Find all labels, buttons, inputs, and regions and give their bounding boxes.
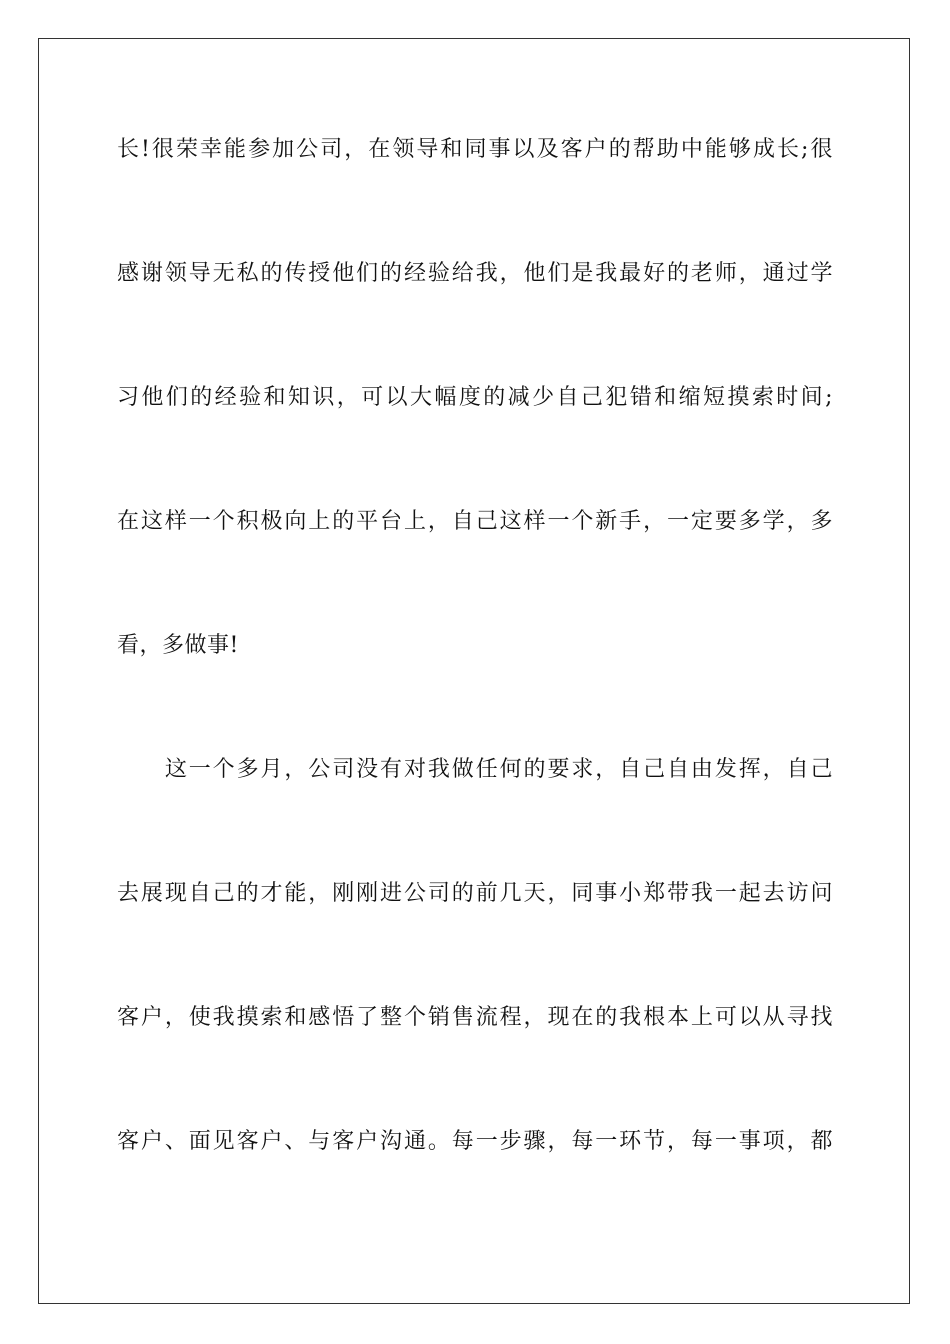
text-line: 感谢领导无私的传授他们的经验给我，他们是我最好的老师，通过学: [117, 261, 833, 286]
text-line: 长!很荣幸能参加公司，在领导和同事以及客户的帮助中能够成长;很: [117, 137, 833, 162]
text-line: 客户、面见客户、与客户沟通。每一步骤，每一环节，每一事项，都: [117, 1129, 833, 1154]
text-line: 客户，使我摸索和感悟了整个销售流程，现在的我根本上可以从寻找: [117, 1005, 833, 1030]
text-line: 这一个多月，公司没有对我做任何的要求，自己自由发挥，自己: [117, 757, 833, 782]
text-line: 习他们的经验和知识，可以大幅度的减少自己犯错和缩短摸索时间;: [117, 385, 833, 410]
text-line: 看，多做事!: [117, 633, 239, 658]
page-border: [38, 38, 910, 1304]
text-line: 去展现自己的才能，刚刚进公司的前几天，同事小郑带我一起去访问: [117, 881, 833, 906]
text-line: 在这样一个积极向上的平台上，自己这样一个新手，一定要多学，多: [117, 509, 833, 534]
